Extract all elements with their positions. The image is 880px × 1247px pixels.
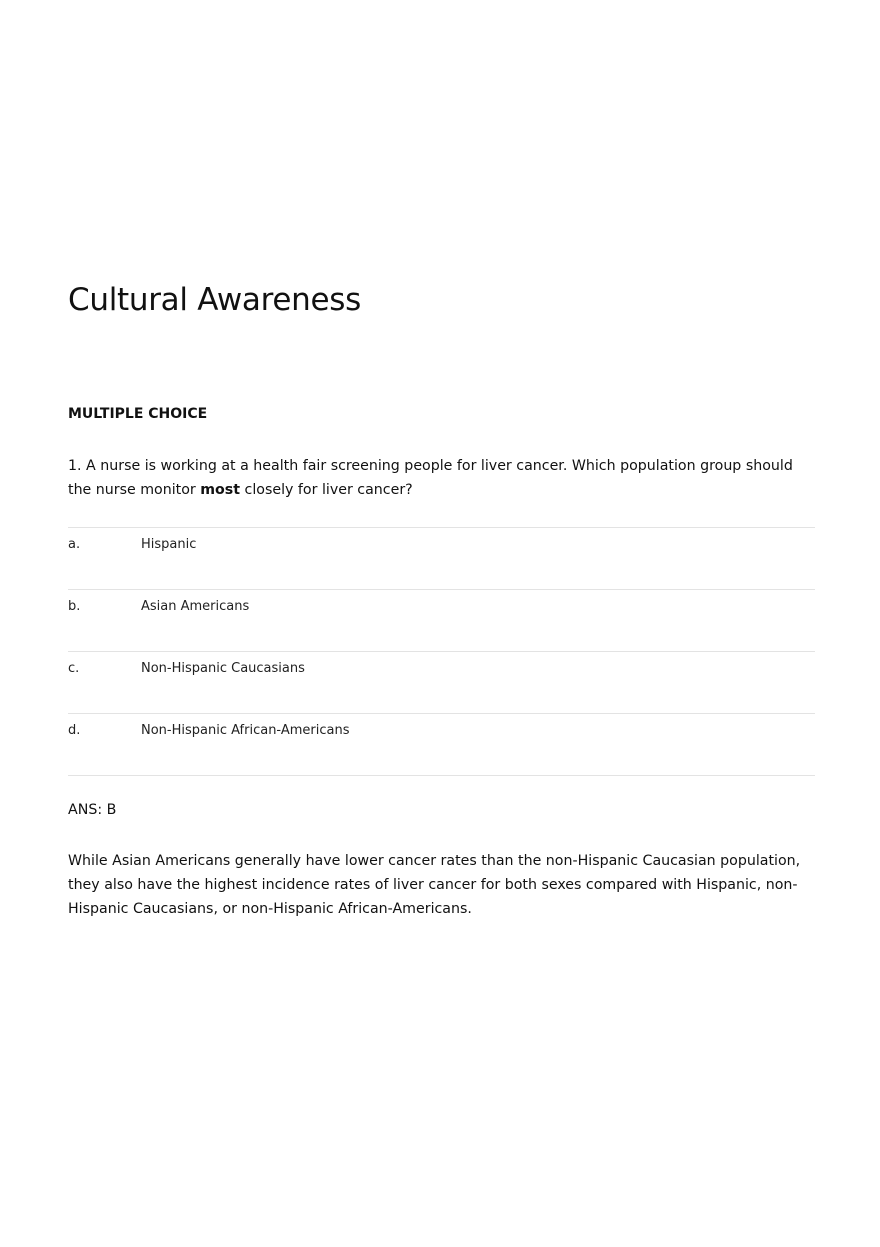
option-row-b <box>68 590 815 652</box>
option-text: Asian Americans <box>141 599 250 614</box>
option-letter: c. <box>68 661 80 676</box>
option-letter: a. <box>68 537 81 552</box>
option-row-c <box>68 652 815 714</box>
option-row-d <box>68 714 815 776</box>
option-text: Hispanic <box>141 537 197 552</box>
option-row-a <box>68 528 815 590</box>
page-title: Cultural Awareness <box>68 282 361 318</box>
option-letter: d. <box>68 723 81 738</box>
question-text <box>68 454 808 502</box>
rationale-text: While Asian Americans generally have lower cancer rates than the non-Hispanic Caucasian population, they also have the highest incidence rates of liver cancer for both sexes compared with Hispanic, non-Hispanic Caucasians, or non-Hispanic African-Americans. <box>68 853 801 917</box>
answer-options-table <box>68 527 815 776</box>
question-suffix: closely for liver cancer? <box>240 482 413 498</box>
question-prefix: 1. A nurse is working at a health fair screening people for liver cancer. Which population group should the nurse monitor <box>68 458 793 498</box>
answer-key: ANS: B <box>68 802 117 818</box>
option-text: Non-Hispanic Caucasians <box>141 661 305 676</box>
section-heading: MULTIPLE CHOICE <box>68 406 208 422</box>
option-letter: b. <box>68 599 81 614</box>
question-emphasis: most <box>200 482 241 498</box>
option-text: Non-Hispanic African-Americans <box>141 723 350 738</box>
